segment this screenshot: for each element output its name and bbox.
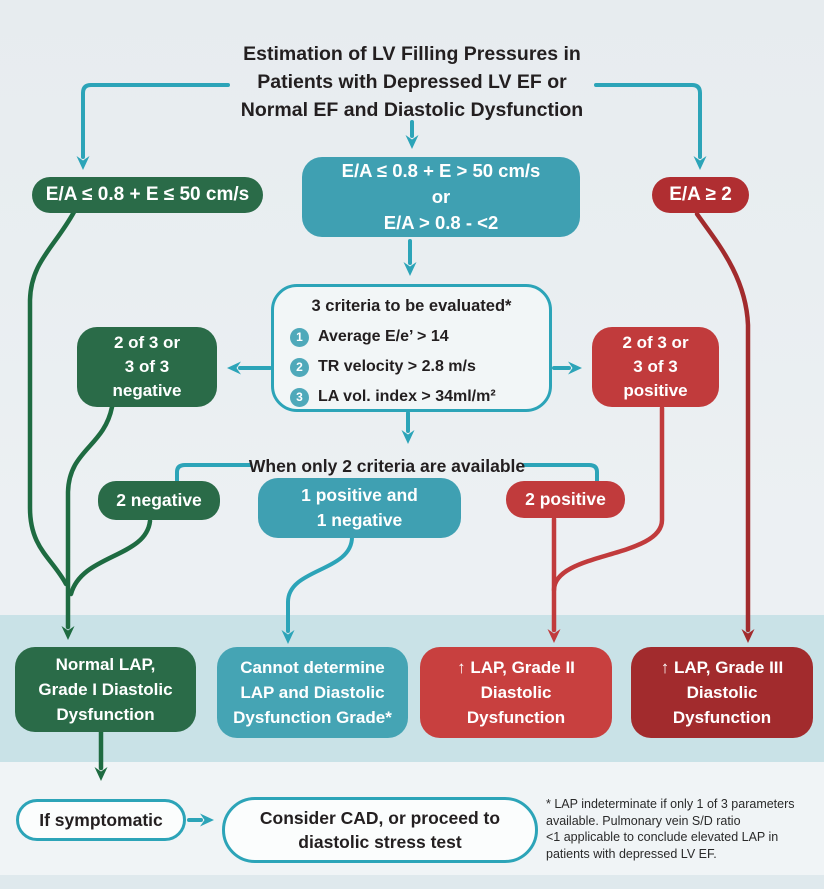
if-symptomatic-label: If symptomatic xyxy=(39,809,163,830)
node-2of3-negative-line1: 2 of 3 or xyxy=(113,333,181,352)
result-indeterminate-line3: Dysfunction Grade* xyxy=(233,708,392,727)
title-line-2: Patients with Depressed LV EF or xyxy=(257,71,567,93)
footnote-line1: * LAP indeterminate if only 1 of 3 parameters xyxy=(546,797,795,811)
consider-cad-box xyxy=(222,797,538,863)
criteria-number-1-icon: 1 xyxy=(290,328,309,347)
result-normal-lap xyxy=(15,647,196,732)
connector-1pos1neg-to-indeterminate xyxy=(288,537,352,631)
page-title xyxy=(0,40,824,124)
node-ea-low xyxy=(32,177,263,213)
result-normal-line3: Dysfunction xyxy=(56,705,155,724)
result-grade2 xyxy=(420,647,612,738)
node-2of3-positive-line3: positive xyxy=(623,381,688,400)
result-grade2-line3: Dysfunction xyxy=(466,708,566,727)
result-grade3 xyxy=(631,647,813,738)
result-grade2-line2: Diastolic xyxy=(480,683,552,702)
criteria-list xyxy=(274,322,549,412)
footnote-line3: <1 applicable to conclude elevated LAP in xyxy=(546,830,779,844)
node-2-positive-label: 2 positive xyxy=(525,489,606,509)
connector-ea-high-to-grade3 xyxy=(697,214,748,630)
result-indeterminate xyxy=(217,647,408,738)
criteria-item-1 xyxy=(290,322,549,352)
result-indeterminate-line2: LAP and Diastolic xyxy=(240,683,385,702)
node-2of3-negative xyxy=(77,327,217,407)
footnote xyxy=(546,796,816,862)
node-2-negative-label: 2 negative xyxy=(116,490,202,510)
node-2of3-negative-line3: negative xyxy=(112,381,182,400)
node-2of3-positive-line2: 3 of 3 xyxy=(633,357,678,376)
result-normal-line2: Grade I Diastolic xyxy=(38,680,173,699)
footnote-line2: available. Pulmonary vein S/D ratio xyxy=(546,813,741,828)
result-normal-line1: Normal LAP, xyxy=(55,655,156,674)
result-grade2-line1: ↑ LAP, Grade II xyxy=(457,658,575,677)
footnote-line4: patients with depressed LV EF. xyxy=(546,846,717,861)
criteria-item-3 xyxy=(290,382,549,412)
node-ea-mid xyxy=(302,157,580,237)
criteria-item-1-text: Average E/e’ > 14 xyxy=(318,328,449,345)
node-1pos-1neg-line2: 1 negative xyxy=(316,510,403,530)
criteria-number-3-icon: 3 xyxy=(290,388,309,407)
two-criteria-label: When only 2 criteria are available xyxy=(248,456,526,476)
node-2of3-positive xyxy=(592,327,719,407)
criteria-title: 3 criteria to be evaluated* xyxy=(311,297,512,315)
result-indeterminate-line1: Cannot determine xyxy=(240,658,385,677)
criteria-item-2 xyxy=(290,352,549,382)
criteria-item-2-text: TR velocity > 2.8 m/s xyxy=(318,358,476,375)
node-ea-mid-line1: E/A ≤ 0.8 + E > 50 cm/s xyxy=(341,160,541,181)
node-2of3-positive-line1: 2 of 3 or xyxy=(622,333,689,352)
connector-2negative-down xyxy=(71,521,150,594)
node-ea-mid-line2: or xyxy=(431,186,451,207)
if-symptomatic-box xyxy=(16,799,186,841)
consider-cad-line2: diastolic stress test xyxy=(298,832,462,852)
node-ea-high-label: E/A ≥ 2 xyxy=(669,184,732,205)
title-line-1: Estimation of LV Filling Pressures in xyxy=(243,43,581,65)
title-line-3: Normal EF and Diastolic Dysfunction xyxy=(240,99,584,121)
result-grade3-line2: Diastolic xyxy=(686,683,758,702)
node-ea-low-label: E/A ≤ 0.8 + E ≤ 50 cm/s xyxy=(45,184,250,205)
node-ea-mid-line3: E/A > 0.8 - <2 xyxy=(383,212,499,233)
node-1pos-1neg xyxy=(258,478,461,538)
node-2-negative xyxy=(98,481,220,520)
result-grade3-line3: Dysfunction xyxy=(672,708,772,727)
criteria-box xyxy=(271,284,552,412)
node-2of3-negative-line2: 3 of 3 xyxy=(124,357,170,376)
node-1pos-1neg-line1: 1 positive and xyxy=(301,485,418,505)
result-grade3-line1: ↑ LAP, Grade III xyxy=(660,658,784,677)
criteria-number-2-icon: 2 xyxy=(290,358,309,377)
node-ea-high xyxy=(652,177,749,213)
node-2-positive xyxy=(506,481,625,518)
criteria-item-3-text: LA vol. index > 34ml/m² xyxy=(318,388,496,405)
consider-cad-line1: Consider CAD, or proceed to xyxy=(259,808,501,828)
